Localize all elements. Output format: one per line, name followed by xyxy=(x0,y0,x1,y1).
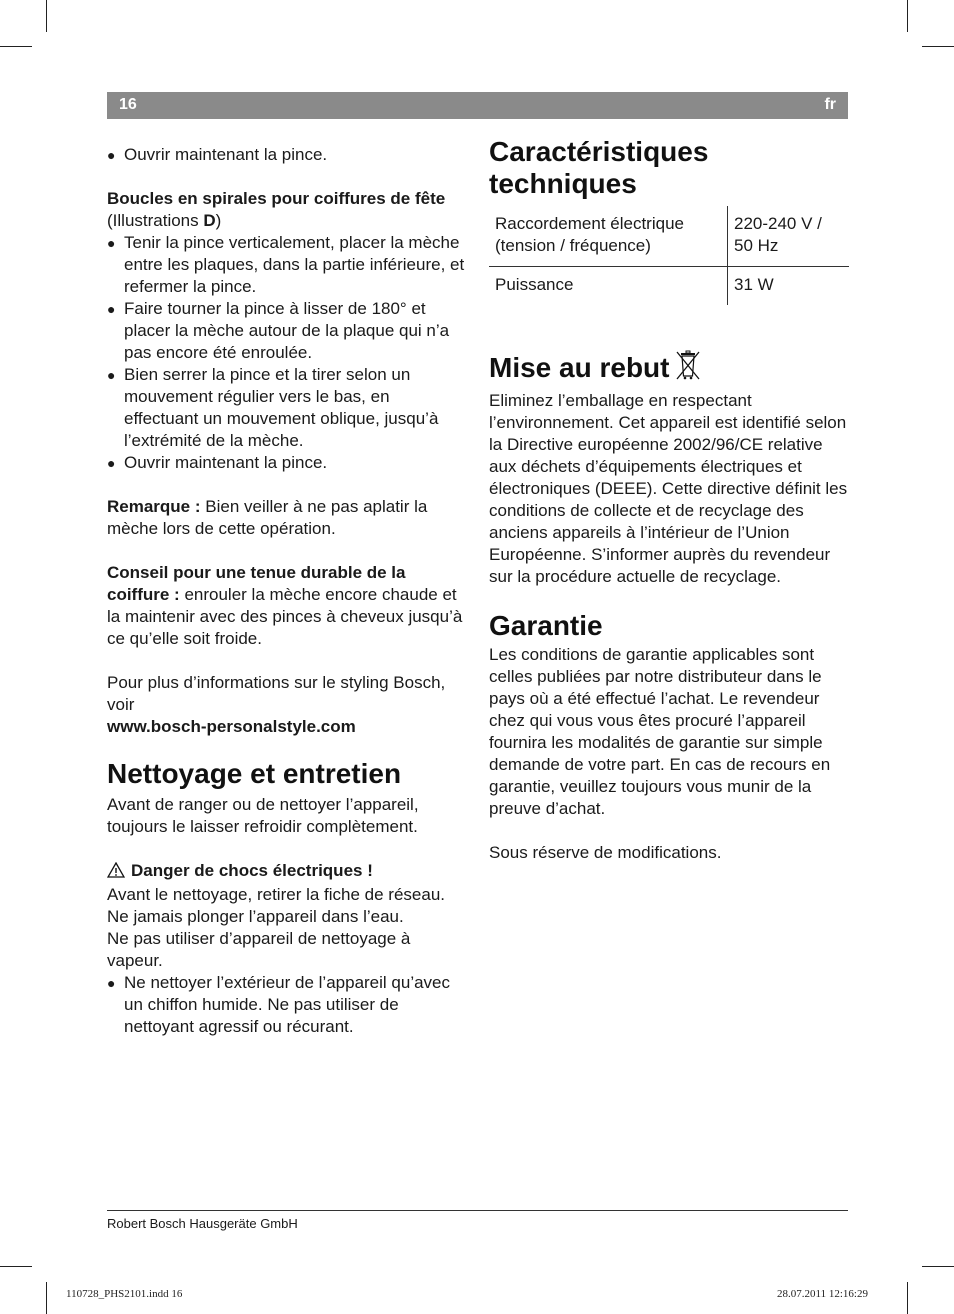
page-number: 16 xyxy=(119,96,137,113)
reserve-text: Sous réserve de modifications. xyxy=(489,843,722,862)
danger-title: Danger de chocs électriques ! xyxy=(131,861,373,880)
warranty-title: Garantie xyxy=(489,610,603,641)
danger-line: Ne jamais plonger l’appareil dans l’eau. xyxy=(107,907,404,926)
crop-mark xyxy=(46,0,47,32)
spec-label: Puissance xyxy=(489,267,728,306)
crop-mark xyxy=(907,1282,908,1314)
remark-label: Remarque : xyxy=(107,497,201,516)
list-item: ● Ne nettoyer l’extérieur de l’appareil qu’avec un chiffon humide. Ne pas utiliser de nettoyant agressif ou récurant. xyxy=(107,972,467,1038)
footer-divider xyxy=(107,1210,848,1211)
footer-company: Robert Bosch Hausgeräte GmbH xyxy=(107,1216,298,1231)
spiral-heading: Boucles en spirales pour coiffures de fête xyxy=(107,189,446,208)
specs-title: Caractéristiques techniques xyxy=(489,136,709,199)
language-code: fr xyxy=(824,96,836,113)
tip-paragraph xyxy=(107,562,467,650)
warranty-text: Les conditions de garantie applicables sont celles publiées par notre distributeur dans le pays où a été effectué l’achat. Le revendeur chez qui vous vous êtes procuré l’appareil fournira les modalités de garantie sur simple demande de votre part. En cas de recours en garantie, veuillez toujours vous munir de la preuve d’achat. xyxy=(489,645,831,818)
illustration-prefix: (Illustrations xyxy=(107,211,204,230)
crop-mark xyxy=(46,1282,47,1314)
table-row xyxy=(489,206,849,267)
danger-heading xyxy=(107,860,467,884)
disposal-text: Eliminez l’emballage en respectant l’environnement. Cet appareil est identifié selon la Directive européenne 2002/96/CE relative aux déchets d’équipements électriques et électroniques (DEEE). Cette directive définit les conditions de collecte et de recyclage des anciens appareils à l’intérieur de l’Union Européenne. S’informer auprès du revendeur sur la procédure actuelle de recyclage. xyxy=(489,391,848,586)
remark-paragraph xyxy=(107,496,467,540)
list-item: ● Bien serrer la pince et la tirer selon un mouvement régulier vers le bas, en effectuant un mouvement oblique, jusqu’à l’extrémité de la mèche. xyxy=(107,364,467,452)
tip-label: Conseil pour une tenue durable de la coiffure : xyxy=(107,563,406,604)
crossed-bin-icon xyxy=(675,349,701,388)
cleaning-intro: Avant de ranger ou de nettoyer l’appareil, toujours le laisser refroidir complètement. xyxy=(107,795,419,836)
illustration-suffix: ) xyxy=(215,211,222,230)
cleaning-title: Nettoyage et entretien xyxy=(107,758,402,789)
remark-text: Bien veiller à ne pas aplatir la mèche lors de cette opération. xyxy=(107,497,428,538)
spec-label: Raccordement électrique (tension / fréquence) xyxy=(489,206,728,267)
list-item: ● Ouvrir maintenant la pince. xyxy=(107,144,467,166)
warning-triangle-icon xyxy=(107,862,125,884)
crop-mark xyxy=(0,1266,32,1267)
list-item: ● Tenir la pince verticalement, placer la mèche entre les plaques, dans la partie inférieure, et refermer la pince. xyxy=(107,232,467,298)
disposal-heading xyxy=(489,349,849,388)
list-item: ● Ouvrir maintenant la pince. xyxy=(107,452,467,474)
list-item: ● Faire tourner la pince à lisser de 180° et placer la mèche autour de la plaque qui n’a pas encore été enroulée. xyxy=(107,298,467,364)
disposal-title: Mise au rebut xyxy=(489,352,670,383)
slug-file: 110728_PHS2101.indd 16 xyxy=(66,1288,183,1300)
tip-text: enrouler la mèche encore chaude et la maintenir avec des pinces à cheveux jusqu’à ce qu’elle soit froide. xyxy=(107,585,463,648)
danger-line: Ne pas utiliser d’appareil de nettoyage à vapeur. xyxy=(107,929,411,970)
crop-mark xyxy=(0,46,32,47)
section-heading xyxy=(107,188,467,232)
danger-line: Avant le nettoyage, retirer la fiche de réseau. xyxy=(107,885,445,904)
info-text: Pour plus d’informations sur le styling Bosch, voir xyxy=(107,673,446,714)
crop-mark xyxy=(907,0,908,32)
page-header-bar xyxy=(107,92,848,119)
crop-mark xyxy=(922,46,954,47)
website-link[interactable]: www.bosch-personalstyle.com xyxy=(107,717,356,736)
table-row xyxy=(489,267,849,306)
slug-date: 28.07.2011 12:16:29 xyxy=(777,1288,868,1300)
illustration-letter: D xyxy=(203,211,216,230)
left-column xyxy=(107,144,467,1038)
spec-value: 31 W xyxy=(734,275,774,294)
specs-table xyxy=(489,206,849,305)
crop-mark xyxy=(922,1266,954,1267)
right-column xyxy=(489,136,849,864)
spec-value: 220-240 V / 50 Hz xyxy=(728,206,850,267)
